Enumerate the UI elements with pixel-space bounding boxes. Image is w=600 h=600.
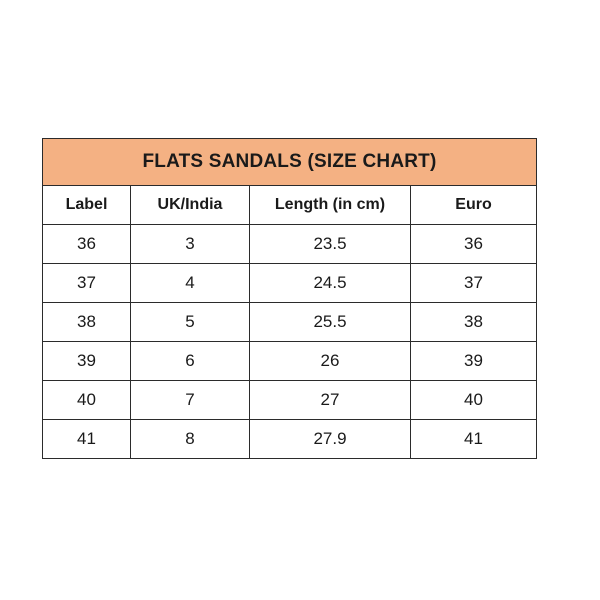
cell-length: 27: [250, 381, 411, 420]
cell-length: 23.5: [250, 225, 411, 264]
cell-uk-india: 4: [131, 264, 250, 303]
cell-uk-india: 5: [131, 303, 250, 342]
cell-label: 38: [43, 303, 131, 342]
cell-euro: 39: [411, 342, 537, 381]
cell-euro: 41: [411, 420, 537, 459]
cell-uk-india: 3: [131, 225, 250, 264]
column-header-length: Length (in cm): [250, 186, 411, 225]
cell-length: 27.9: [250, 420, 411, 459]
cell-euro: 40: [411, 381, 537, 420]
cell-uk-india: 8: [131, 420, 250, 459]
table-row: [43, 264, 537, 303]
cell-euro: 37: [411, 264, 537, 303]
cell-label: 41: [43, 420, 131, 459]
cell-length: 24.5: [250, 264, 411, 303]
cell-length: 26: [250, 342, 411, 381]
title-row: [43, 139, 537, 186]
cell-label: 37: [43, 264, 131, 303]
header-row: [43, 186, 537, 225]
cell-label: 36: [43, 225, 131, 264]
cell-euro: 36: [411, 225, 537, 264]
cell-length: 25.5: [250, 303, 411, 342]
column-header-euro: Euro: [411, 186, 537, 225]
cell-uk-india: 7: [131, 381, 250, 420]
table-row: [43, 420, 537, 459]
column-header-uk-india: UK/India: [131, 186, 250, 225]
table-row: [43, 342, 537, 381]
size-chart-table: [42, 138, 537, 459]
table-row: [43, 303, 537, 342]
chart-title: FLATS SANDALS (SIZE CHART): [43, 139, 537, 186]
cell-label: 40: [43, 381, 131, 420]
table-row: [43, 381, 537, 420]
table-row: [43, 225, 537, 264]
cell-uk-india: 6: [131, 342, 250, 381]
cell-label: 39: [43, 342, 131, 381]
column-header-label: Label: [43, 186, 131, 225]
cell-euro: 38: [411, 303, 537, 342]
